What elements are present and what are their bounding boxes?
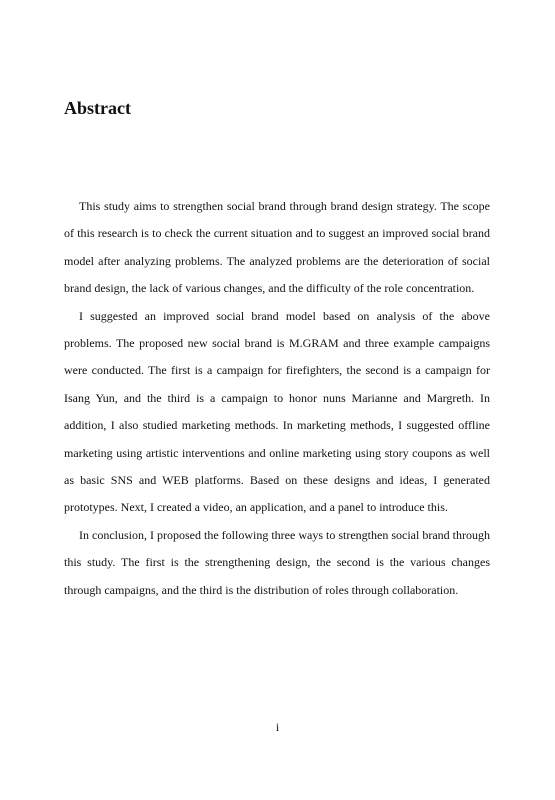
abstract-paragraph-2: I suggested an improved social brand model based on analysis of the above problems. The proposed new social brand is M.GRAM and three example campaigns were conducted. The first is a campaign for firefighters, the second is a campaign for Isang Yun, and the third is a campaign to honor nuns Marianne and Margreth. In addition, I also studied marketing methods. In marketing methods, I suggested offline marketing using artistic interventions and online marketing using story coupons as well as basic SNS and WEB platforms. Based on these designs and ideas, I generated prototypes. Next, I created a video, an application, and a panel to introduce this. bbox=[64, 308, 490, 515]
abstract-paragraph-1: This study aims to strengthen social brand through brand design strategy. The scope of this research is to check the current situation and to suggest an improved social brand model after analyzing problems. The analyzed problems are the deterioration of social brand design, the lack of various changes, and the difficulty of the role concentration. bbox=[64, 199, 490, 296]
page-number: i bbox=[275, 720, 280, 734]
abstract-paragraph-3: In conclusion, I proposed the following three ways to strengthen social brand through this study. The first is the strengthening design, the second is the various changes through campaigns, and the third is the distribution of roles through collaboration. bbox=[64, 527, 490, 597]
abstract-body bbox=[64, 193, 490, 604]
abstract-heading: Abstract bbox=[64, 98, 131, 118]
